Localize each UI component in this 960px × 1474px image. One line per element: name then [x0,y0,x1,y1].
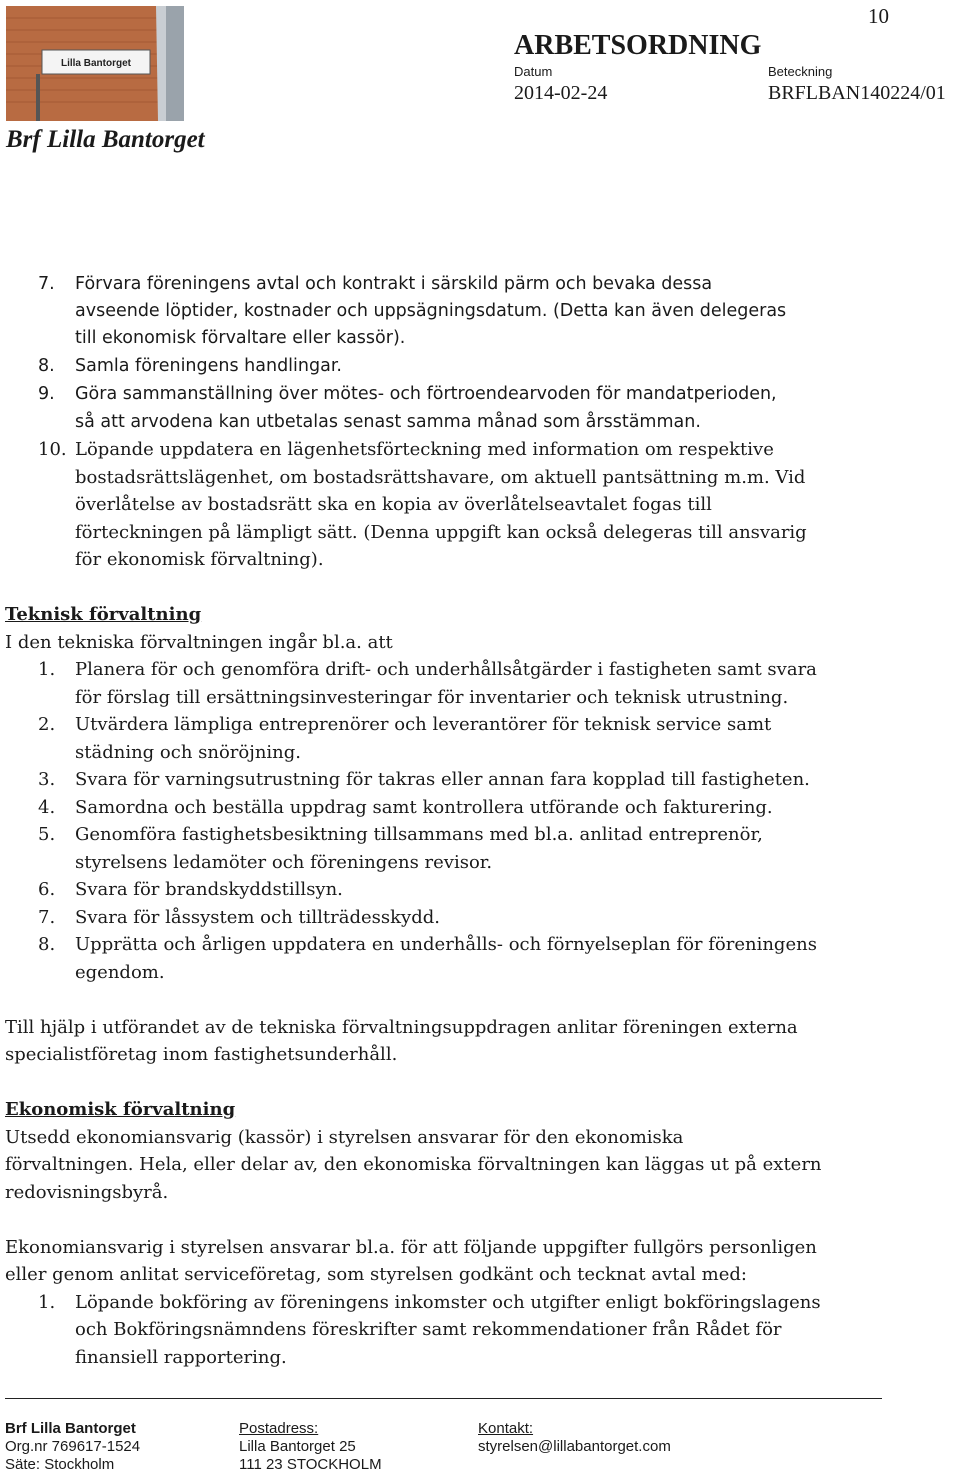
list-number: 7. [38,907,56,928]
list-item [0,353,960,380]
list-text: och Bokföringsnämndens föreskrifter samt rekommendationer från Rådet för [75,1319,782,1340]
list-number: 6. [38,879,56,900]
list-text: egendom. [75,962,165,983]
list-item-continuation [0,325,960,352]
list-number: 1. [38,659,56,680]
list-text: Upprätta och årligen uppdatera en underhålls- och förnyelseplan för föreningens [75,934,817,955]
paragraph-line: redovisningsbyrå. [5,1182,169,1203]
list-item-continuation [0,684,960,711]
paragraph-line: Utsedd ekonomiansvarig (kassör) i styrelsen ansvarar för den ekonomiska [5,1127,684,1148]
footer-contact-email[interactable]: styrelsen@lillabantorget.com [478,1438,671,1455]
list-item [0,436,960,463]
list-text: Utvärdera lämpliga entreprenörer och leverantörer för teknisk service samt [75,714,772,735]
footer-divider [5,1398,882,1399]
building-sign-image [6,6,184,121]
list-number: 4. [38,797,56,818]
list-number: 3. [38,769,56,790]
list-item [0,931,960,958]
list-item [0,711,960,738]
list-text: för ekonomisk förvaltning). [75,549,324,570]
list-number: 7. [38,274,55,294]
list-item [0,794,960,821]
list-item-continuation [0,849,960,876]
footer-seat: Säte: Stockholm [5,1456,115,1473]
paragraph-line: specialistföretag inom fastighetsunderhåll. [5,1044,398,1065]
footer-org-name: Brf Lilla Bantorget [5,1420,136,1437]
list-item-continuation [0,464,960,491]
paragraph-line: Till hjälp i utförandet av de tekniska förvaltningsuppdragen anlitar föreningen externa [5,1017,798,1038]
list-text: Löpande bokföring av föreningens inkomster och utgifter enligt bokföringslagens [75,1292,821,1313]
list-item-continuation [0,546,960,573]
footer-postal-city: 111 23 STOCKHOLM [239,1456,382,1473]
list-number: 10. [38,439,67,460]
list-text: Svara för brandskyddstillsyn. [75,879,343,900]
list-item [0,656,960,683]
list-item-continuation [0,739,960,766]
list-text: för förslag till ersättningsinvesteringar för inventarier och teknisk utrustning. [75,687,789,708]
list-number: 1. [38,1292,56,1313]
list-number: 9. [38,384,55,404]
reference-value: BRFLBAN140224/01 [768,82,946,104]
list-item [0,271,960,298]
list-text: Löpande uppdatera en lägenhetsförteckning med information om respektive [75,439,774,460]
building-sign-logo [6,6,184,121]
list-item-continuation [0,1344,960,1371]
list-item [0,766,960,793]
list-item [0,876,960,903]
section-heading-ekonomisk: Ekonomisk förvaltning [5,1099,236,1120]
list-text: städning och snöröjning. [75,742,302,763]
footer-contact-label: Kontakt: [478,1420,534,1437]
paragraph-line: förvaltningen. Hela, eller delar av, den ekonomiska förvaltningen kan läggas ut på extern [5,1154,822,1175]
list-text: Genomföra fastighetsbesiktning tillsammans med bl.a. anlitad entreprenör, [75,824,763,845]
list-number: 5. [38,824,56,845]
footer-postal-street: Lilla Bantorget 25 [239,1438,356,1455]
footer-postal-label: Postadress: [239,1420,319,1437]
list-item [0,381,960,408]
list-text: Samordna och beställa uppdrag samt kontrollera utförande och fakturering. [75,797,773,818]
list-text: Samla föreningens handlingar. [75,356,342,376]
paragraph-line: Ekonomiansvarig i styrelsen ansvarar bl.a. för att följande uppgifter fullgörs personligen [5,1237,817,1258]
list-item [0,904,960,931]
list-item-continuation [0,519,960,546]
section-heading-teknisk: Teknisk förvaltning [5,604,202,625]
list-text: Svara för låssystem och tillträdesskydd. [75,907,440,928]
section-intro: I den tekniska förvaltningen ingår bl.a. att [5,632,393,653]
list-number: 8. [38,356,55,376]
date-value: 2014-02-24 [514,82,608,104]
list-item-continuation [0,491,960,518]
list-item [0,821,960,848]
list-text: Göra sammanställning över mötes- och förtroendearvoden för mandatperioden, [75,384,777,404]
list-text: Svara för varningsutrustning för takras eller annan fara kopplad till fastigheten. [75,769,810,790]
list-item-continuation [0,298,960,325]
list-item-continuation [0,959,960,986]
org-title: Brf Lilla Bantorget [6,126,205,153]
list-text: så att arvodena kan utbetalas senast samma månad som årsstämman. [75,412,701,432]
list-number: 2. [38,714,56,735]
list-text: förteckningen på lämpligt sätt. (Denna uppgift kan också delegeras till ansvarig [75,522,807,543]
logo-sign-text: Lilla Bantorget [60,58,132,69]
paragraph-line: eller genom anlitat serviceföretag, som styrelsen godkänt och tecknat avtal med: [5,1264,747,1285]
list-text: avseende löptider, kostnader och uppsägningsdatum. (Detta kan även delegeras [75,301,787,321]
list-text: Förvara föreningens avtal och kontrakt i särskild pärm och bevaka dessa [75,274,713,294]
list-number: 8. [38,934,56,955]
list-item-continuation [0,1316,960,1343]
doc-title: ARBETSORDNING [514,30,762,61]
reference-label: Beteckning [768,64,833,79]
list-text: Planera för och genomföra drift- och underhållsåtgärder i fastigheten samt svara [75,659,817,680]
list-text: överlåtelse av bostadsrätt ska en kopia av överlåtelseavtalet fogas till [75,494,712,515]
list-text: finansiell rapportering. [75,1347,287,1368]
list-text: bostadsrättslägenhet, om bostadsrättshavare, om aktuell pantsättning m.m. Vid [75,467,806,488]
footer-org-nr: Org.nr 769617-1524 [5,1438,141,1455]
date-label: Datum [514,64,553,79]
page-number: 10 [868,4,889,28]
list-item-continuation [0,409,960,436]
list-item [0,1289,960,1316]
list-text: styrelsens ledamöter och föreningens revisor. [75,852,493,873]
list-text: till ekonomisk förvaltare eller kassör). [75,328,406,348]
